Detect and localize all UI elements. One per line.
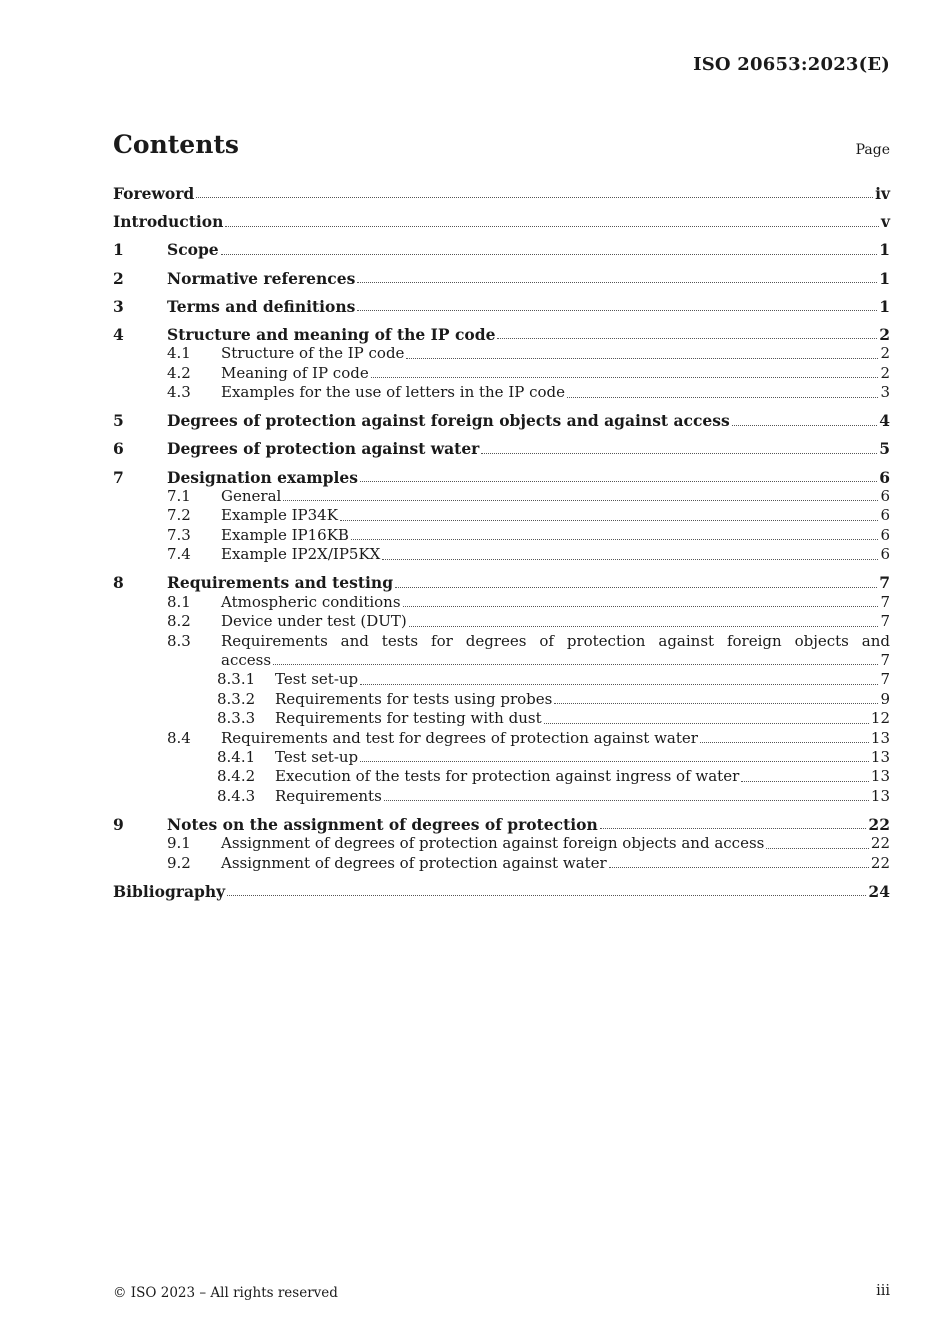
- toc-entry-title: Assignment of degrees of protection against water: [221, 853, 607, 872]
- toc-entry-page: 13: [870, 767, 890, 786]
- page-number: iii: [876, 1283, 890, 1299]
- leader-dots: [196, 196, 873, 198]
- toc-entry-page: 2: [880, 363, 890, 382]
- toc-entry-number: 9.1: [167, 834, 191, 853]
- leader-dots: [554, 702, 878, 704]
- toc-entry-4-1[interactable]: [113, 344, 890, 363]
- toc-entry-8-3-1[interactable]: [113, 670, 890, 689]
- toc-entry-title: Examples for the use of letters in the IP code: [221, 383, 566, 402]
- toc-entry-title: General: [221, 487, 282, 506]
- toc-entry-number: 1: [113, 240, 124, 260]
- toc-entry-number: 9.2: [167, 853, 191, 872]
- toc-entry-8-3-2[interactable]: [113, 690, 890, 709]
- leader-dots: [371, 376, 879, 378]
- leader-dots: [357, 309, 877, 311]
- toc-entry-title: Structure and meaning of the IP code: [167, 324, 496, 344]
- toc-entry-number: 4.2: [167, 363, 191, 382]
- toc-entry-8-3-3[interactable]: [113, 709, 890, 728]
- leader-dots: [360, 683, 878, 685]
- toc-entry-number: 7.2: [167, 506, 191, 525]
- leader-dots: [700, 741, 869, 743]
- toc-entry-page: 6: [880, 525, 890, 544]
- toc-entry-title: Degrees of protection against foreign objects and against access: [167, 411, 730, 431]
- leader-dots: [481, 452, 877, 454]
- toc-entry-page: 7: [880, 592, 890, 611]
- leader-dots: [600, 827, 867, 829]
- leader-dots: [382, 558, 878, 560]
- toc-entry-title: Normative references: [167, 268, 356, 288]
- toc-entry-page: 24: [868, 881, 890, 901]
- table-of-contents: [113, 184, 890, 901]
- toc-entry-title: Introduction: [113, 212, 224, 232]
- toc-entry-7-2[interactable]: [113, 506, 890, 525]
- leader-dots: [227, 894, 866, 896]
- toc-entry-page: 7: [879, 573, 890, 593]
- toc-entry-title: Meaning of IP code: [221, 363, 369, 382]
- toc-entry-number: 4.3: [167, 383, 191, 402]
- toc-entry-8-4-2[interactable]: [113, 767, 890, 786]
- toc-entry-page: 2: [879, 324, 890, 344]
- toc-entry-title: Requirements: [275, 786, 382, 805]
- toc-entry-page: 13: [870, 747, 890, 766]
- toc-entry-8-3[interactable]: [113, 632, 890, 671]
- toc-entry-title: Scope: [167, 240, 219, 260]
- toc-entry-number: 9: [113, 814, 124, 834]
- toc-entry-title: Terms and definitions: [167, 296, 356, 316]
- toc-entry-title: Designation examples: [167, 467, 358, 487]
- toc-entry-number: 8: [113, 573, 124, 593]
- toc-entry-page: 22: [868, 814, 890, 834]
- toc-entry-7-3[interactable]: [113, 526, 890, 545]
- leader-dots: [766, 847, 869, 849]
- toc-entry-page: 12: [870, 709, 890, 728]
- toc-entry-title: Requirements and test for degrees of protection against water: [221, 728, 698, 747]
- toc-entry-4-3[interactable]: [113, 383, 890, 402]
- toc-entry-page: 22: [870, 853, 890, 872]
- toc-entry-2[interactable]: [113, 269, 890, 288]
- toc-entry-number: 4.1: [167, 344, 191, 363]
- contents-title: Contents: [113, 130, 240, 159]
- leader-dots: [497, 337, 877, 339]
- toc-entry-page: v: [880, 212, 890, 232]
- toc-entry-page: 4: [879, 411, 890, 431]
- toc-entry-8-4[interactable]: [113, 729, 890, 748]
- toc-entry-number: 5: [113, 411, 124, 431]
- toc-entry-page: 5: [879, 439, 890, 459]
- leader-dots: [360, 760, 869, 762]
- toc-entry-introduction[interactable]: [113, 212, 890, 231]
- toc-entry-title: Example IP16KB: [221, 525, 349, 544]
- toc-entry-7-4[interactable]: [113, 545, 890, 564]
- toc-entry-9-2[interactable]: [113, 854, 890, 873]
- toc-entry-foreword[interactable]: [113, 184, 890, 203]
- toc-entry-page: 7: [880, 612, 890, 631]
- toc-entry-page: 6: [880, 545, 890, 564]
- toc-entry-number: 7.3: [167, 525, 191, 544]
- toc-entry-title: Notes on the assignment of degrees of protection: [167, 814, 598, 834]
- leader-dots: [221, 253, 878, 255]
- toc-entry-number: 8.4.2: [217, 767, 256, 786]
- toc-entry-number: 8.1: [167, 592, 191, 611]
- leader-dots: [384, 799, 869, 801]
- toc-entry-number: 6: [113, 439, 124, 459]
- leader-dots: [409, 625, 879, 627]
- toc-entry-title: Test set-up: [275, 670, 359, 689]
- toc-entry-title-line-2: access: [221, 650, 272, 669]
- toc-entry-4[interactable]: [113, 325, 890, 344]
- toc-entry-9-1[interactable]: [113, 834, 890, 853]
- toc-entry-5[interactable]: [113, 411, 890, 430]
- leader-dots: [360, 480, 877, 482]
- toc-entry-number: 8.3: [167, 631, 191, 650]
- toc-entry-title: Execution of the tests for protection against ingress of water: [275, 767, 740, 786]
- toc-entry-number: 4: [113, 324, 124, 344]
- toc-entry-title: Structure of the IP code: [221, 344, 405, 363]
- leader-dots: [225, 225, 879, 227]
- toc-entry-6[interactable]: [113, 439, 890, 458]
- toc-entry-number: 8.2: [167, 612, 191, 631]
- toc-entry-page: 6: [879, 467, 890, 487]
- toc-entry-title: Degrees of protection against water: [167, 439, 480, 459]
- toc-entry-title: Requirements for tests using probes: [275, 689, 553, 708]
- document-id: ISO 20653:2023(E): [693, 54, 890, 75]
- toc-entry-page: 1: [879, 240, 890, 260]
- leader-dots: [340, 519, 879, 521]
- toc-entry-page: 1: [879, 268, 890, 288]
- toc-entry-8-4-3[interactable]: [113, 787, 890, 806]
- leader-dots: [403, 605, 879, 607]
- toc-entry-page: 7: [880, 650, 890, 669]
- toc-entry-number: 8.3.2: [217, 689, 256, 708]
- leader-dots: [741, 780, 869, 782]
- toc-entry-8[interactable]: [113, 573, 890, 592]
- toc-entry-title: Bibliography: [113, 881, 226, 901]
- toc-entry-title: Assignment of degrees of protection against foreign objects and access: [221, 834, 765, 853]
- toc-entry-title: Example IP2X/IP5KX: [221, 545, 381, 564]
- toc-entry-page: 2: [880, 344, 890, 363]
- toc-entry-title: Foreword: [113, 184, 195, 203]
- toc-entry-page: 3: [880, 383, 890, 402]
- toc-entry-page: 7: [880, 670, 890, 689]
- toc-entry-title: Atmospheric conditions: [221, 592, 401, 611]
- toc-entry-4-2[interactable]: [113, 364, 890, 383]
- toc-entry-number: 8.3.3: [217, 709, 256, 728]
- copyright-notice: © ISO 2023 – All rights reserved: [113, 1285, 338, 1301]
- toc-entry-title-line-1: Requirements and tests for degrees of protection against foreign objects and: [221, 631, 890, 650]
- toc-entry-1[interactable]: [113, 240, 890, 259]
- toc-entry-title: Test set-up: [275, 747, 359, 766]
- toc-entry-8-2[interactable]: [113, 612, 890, 631]
- toc-entry-page: 1: [879, 296, 890, 316]
- toc-entry-bibliography[interactable]: [113, 882, 890, 901]
- toc-entry-number: 8.4: [167, 728, 191, 747]
- toc-entry-7-1[interactable]: [113, 487, 890, 506]
- leader-dots: [273, 663, 878, 665]
- leader-dots: [283, 499, 878, 501]
- leader-dots: [351, 538, 878, 540]
- toc-entry-9[interactable]: [113, 815, 890, 834]
- toc-entry-page: iv: [875, 184, 890, 203]
- toc-entry-page: 13: [870, 728, 890, 747]
- toc-entry-number: 8.4.1: [217, 747, 256, 766]
- leader-dots: [609, 866, 869, 868]
- toc-entry-title: Requirements for testing with dust: [275, 709, 542, 728]
- toc-entry-number: 8.4.3: [217, 786, 256, 805]
- toc-entry-number: 2: [113, 268, 124, 288]
- toc-entry-number: 8.3.1: [217, 670, 256, 689]
- toc-entry-7[interactable]: [113, 468, 890, 487]
- toc-entry-8-4-1[interactable]: [113, 748, 890, 767]
- leader-dots: [567, 396, 878, 398]
- toc-entry-page: 13: [870, 786, 890, 805]
- toc-entry-page: 9: [880, 689, 890, 708]
- leader-dots: [357, 281, 877, 283]
- toc-entry-number: 7: [113, 467, 124, 487]
- toc-entry-number: 7.1: [167, 487, 191, 506]
- toc-entry-number: 7.4: [167, 545, 191, 564]
- leader-dots: [406, 357, 878, 359]
- toc-entry-title: Device under test (DUT): [221, 612, 407, 631]
- leader-dots: [544, 722, 869, 724]
- toc-entry-page: 6: [880, 487, 890, 506]
- toc-entry-number: 3: [113, 296, 124, 316]
- toc-entry-3[interactable]: [113, 297, 890, 316]
- toc-entry-8-1[interactable]: [113, 593, 890, 612]
- toc-entry-title: Requirements and testing: [167, 573, 394, 593]
- toc-entry-page: 22: [870, 834, 890, 853]
- leader-dots: [395, 586, 877, 588]
- toc-entry-page: 6: [880, 506, 890, 525]
- leader-dots: [732, 424, 877, 426]
- toc-entry-title: Example IP34K: [221, 506, 338, 525]
- page-column-label: Page: [855, 142, 890, 158]
